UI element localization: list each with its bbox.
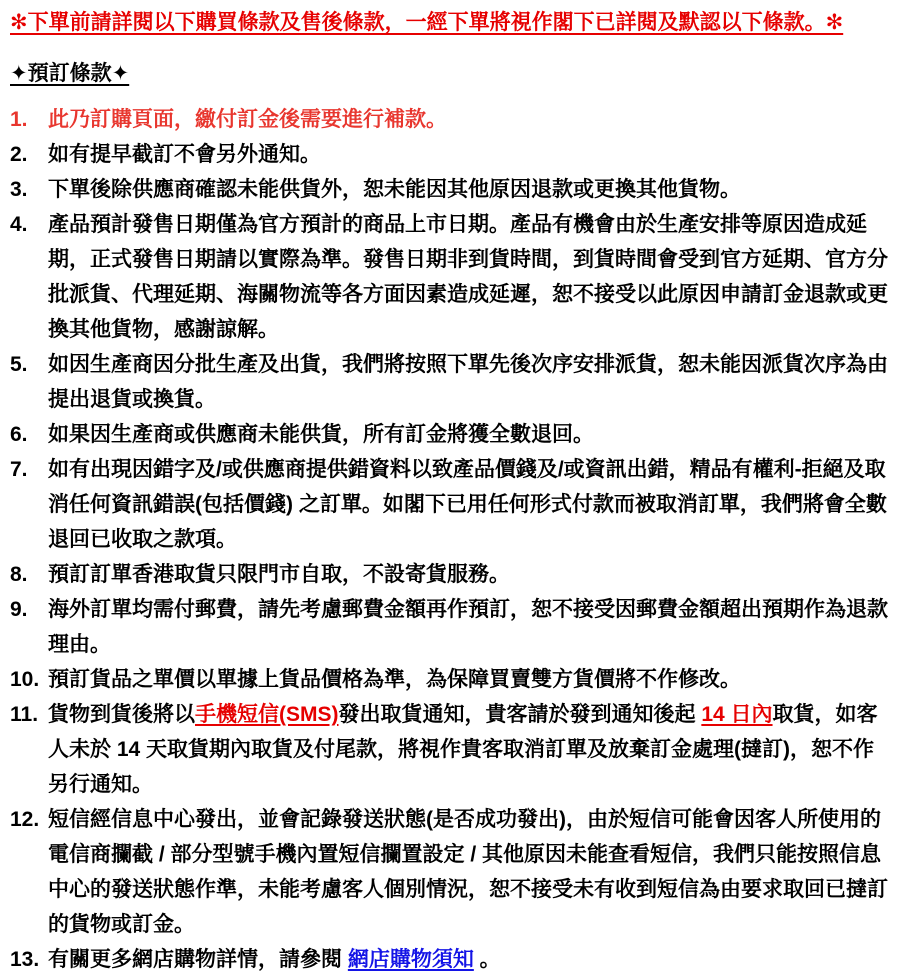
term-text: 有關更多網店購物詳情，請參閱 — [48, 948, 348, 971]
term-text: 此乃訂購頁面，繳付訂金後需要進行補款。 — [48, 108, 447, 131]
term-text: 預訂訂單香港取貨只限門市自取，不設寄貨服務。 — [48, 563, 510, 586]
term-number: 9. — [10, 598, 28, 621]
term-text: 取貨，如客人未於 14 天取貨期內取貨及付尾款，將視作貴客取消訂單及放棄訂金處理(撻訂)，恕不作另行通知。 — [48, 703, 878, 796]
term-number: 12. — [10, 808, 40, 831]
term-body — [48, 423, 594, 446]
term-body — [48, 703, 878, 796]
term-body — [48, 353, 888, 411]
term-item — [10, 662, 891, 697]
terms-list — [10, 102, 891, 977]
term-item — [10, 172, 891, 207]
term-text: 短信經信息中心發出，並會記錄發送狀態(是否成功發出)，由於短信可能會因客人所使用的電信商攔截 / 部分型號手機內置短信攔置設定 / 其他原因未能查看短信，我們只能按照信息中心的發送狀態作準，未能考慮客人個別情況，恕不接受未有收到短信為由要求取回已撻訂的貨物或訂金。 — [48, 808, 888, 936]
term-number: 11. — [10, 703, 39, 726]
term-number: 4. — [10, 213, 28, 236]
term-body — [48, 178, 741, 201]
term-number: 13. — [10, 948, 40, 971]
term-item — [10, 557, 891, 592]
term-number: 2. — [10, 143, 28, 166]
term-body — [48, 458, 887, 551]
sms-highlight: 手機短信(SMS) — [195, 703, 339, 726]
term-number: 3. — [10, 178, 28, 201]
term-text: 海外訂單均需付郵費，請先考慮郵費金額再作預訂，恕不接受因郵費金額超出預期作為退款理由。 — [48, 598, 888, 656]
term-item — [10, 417, 891, 452]
term-body — [48, 143, 321, 166]
term-text: 如因生產商因分批生產及出貨，我們將按照下單先後次序安排派貨，恕未能因派貨次序為由提出退貨或換貨。 — [48, 353, 888, 411]
term-text: 。 — [473, 948, 501, 971]
term-text: 預訂貨品之單價以單據上貨品價格為準，為保障買賣雙方貨價將不作修改。 — [48, 668, 741, 691]
notice-title: ✻下單前請詳閱以下購買條款及售後條款，一經下單將視作閣下已詳閱及默認以下條款。✻ — [10, 11, 844, 34]
term-body — [48, 668, 741, 691]
term-item — [10, 102, 891, 137]
term-text: 如有出現因錯字及/或供應商提供錯資料以致產品價錢及/或資訊出錯，精品有權利-拒絕及取消任何資訊錯誤(包括價錢) 之訂單。如閣下已用任何形式付款而被取消訂單，我們將會全數退回已收取之款項。 — [48, 458, 887, 551]
term-item — [10, 592, 891, 662]
term-number: 1. — [10, 108, 28, 131]
term-number: 10. — [10, 668, 40, 691]
term-body — [48, 598, 888, 656]
term-body — [48, 213, 888, 341]
term-body — [48, 808, 888, 936]
term-number: 5. — [10, 353, 28, 376]
section-heading: ✦預訂條款✦ — [10, 62, 130, 85]
term-number: 7. — [10, 458, 28, 481]
term-body — [48, 563, 510, 586]
term-body — [48, 108, 447, 131]
term-item — [10, 452, 891, 557]
term-item — [10, 697, 891, 802]
term-number: 8. — [10, 563, 28, 586]
term-text: 如果因生產商或供應商未能供貨，所有訂金將獲全數退回。 — [48, 423, 594, 446]
deadline-highlight: 14 日內 — [701, 703, 773, 726]
term-item — [10, 802, 891, 942]
term-body — [48, 948, 501, 971]
term-item — [10, 347, 891, 417]
term-text: 產品預計發售日期僅為官方預計的商品上市日期。產品有機會由於生產安排等原因造成延期，正式發售日期請以實際為準。發售日期非到貨時間，到貨時間會受到官方延期、官方分批派貨、代理延期、海關物流等各方面因素造成延遲，恕不接受以此原因申請訂金退款或更換其他貨物，感謝諒解。 — [48, 213, 888, 341]
term-item — [10, 942, 891, 977]
term-item — [10, 137, 891, 172]
term-text: 下單後除供應商確認未能供貨外，恕未能因其他原因退款或更換其他貨物。 — [48, 178, 741, 201]
term-text: 如有提早截訂不會另外通知。 — [48, 143, 321, 166]
term-number: 6. — [10, 423, 28, 446]
term-text: 貨物到貨後將以 — [48, 703, 195, 726]
term-text: 發出取貨通知，貴客請於發到通知後起 — [338, 703, 702, 726]
shop-guide-link[interactable]: 網店購物須知 — [347, 948, 474, 971]
term-item — [10, 207, 891, 347]
